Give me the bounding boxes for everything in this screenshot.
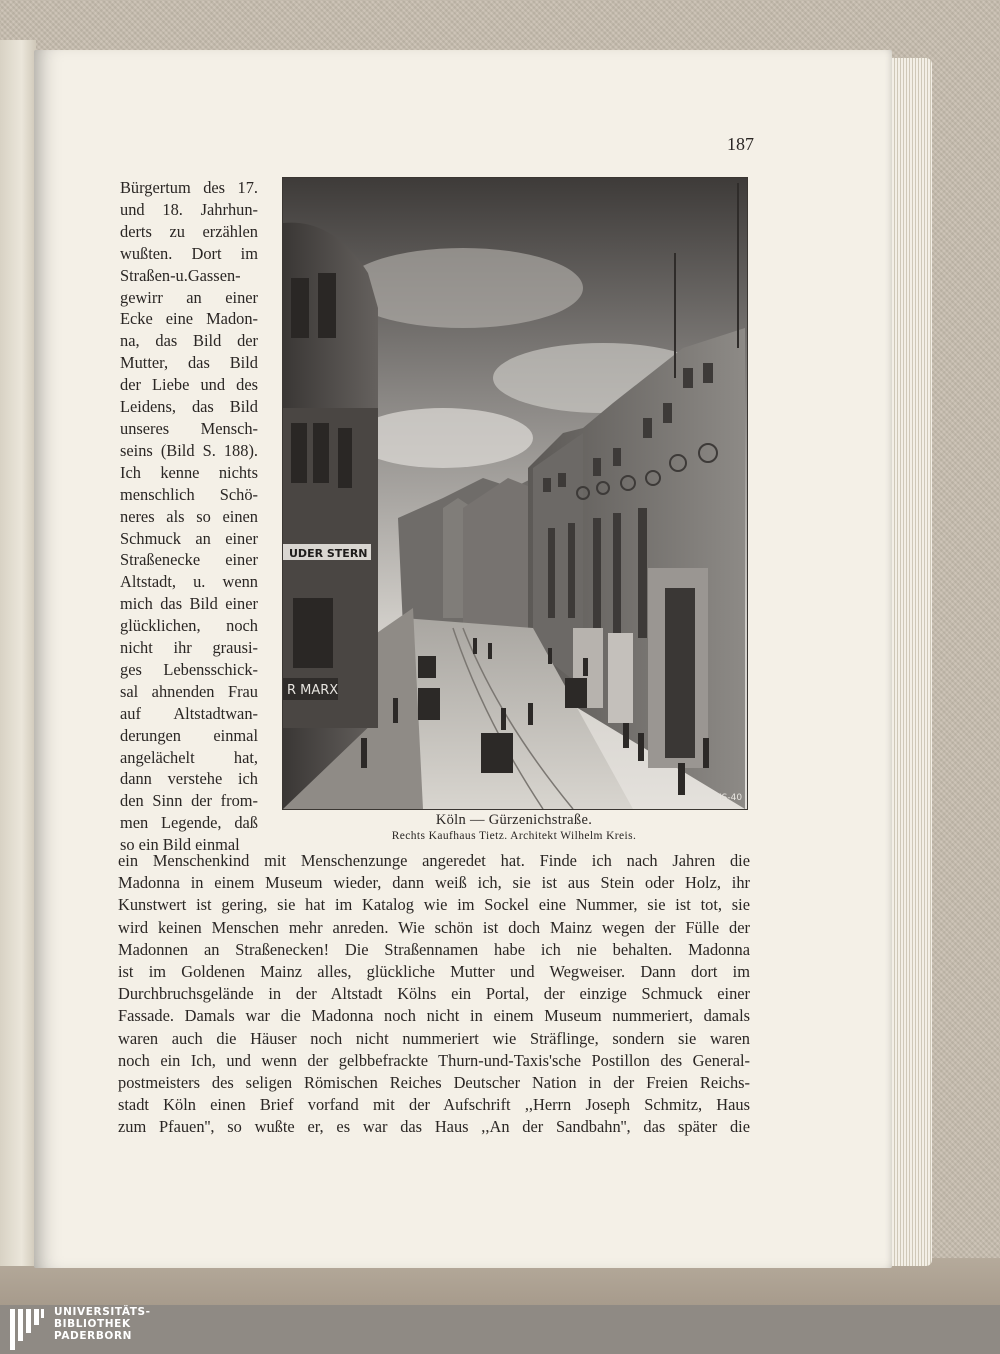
body-text-line: wird keinen Menschen mehr anreden. Wie schön ist doch Mainz wegen der Fülle der (118, 917, 750, 937)
body-text-line: waren auch die Häuser noch nicht nummeriert wie Sträflinge, sondern sie waren (118, 1028, 750, 1048)
column-text-line: men Legende, daß (120, 813, 258, 833)
column-text-line: na, das Bild der (120, 331, 258, 351)
column-text-line: den Sinn der from- (120, 791, 258, 811)
column-text-line: so ein Bild einmal (120, 835, 240, 855)
page-number: 187 (727, 134, 754, 154)
column-text-line: auf Altstadtwan- (120, 703, 258, 723)
logo-line: BIBLIOTHEK (54, 1318, 131, 1330)
body-text-line: postmeisters des seligen Römischen Reiches Deutscher Nation in der Freien Reichs- (118, 1073, 750, 1093)
column-text-line: derts zu erzählen (120, 221, 258, 241)
logo-line: UNIVERSITÄTS- (54, 1306, 151, 1318)
body-text-line: Madonnen an Straßenecken! Die Straßennamen habe ich nie behalten. Madonna (118, 939, 750, 959)
column-text-line: seins (Bild S. 188). (120, 440, 258, 460)
library-logo-text (54, 1306, 151, 1342)
street-photograph (282, 177, 748, 810)
logo-line: PADERBORN (54, 1330, 133, 1342)
column-text-line: Leidens, das Bild (120, 397, 258, 417)
column-text-line: wußten. Dort im (120, 243, 258, 263)
column-text-line: Altstadt, u. wenn (120, 572, 258, 592)
column-text-line: glücklichen, noch (120, 616, 258, 636)
column-text-line: dann verstehe ich (120, 769, 258, 789)
column-text-line: gewirr an einer (120, 287, 258, 307)
photo-corner-mark: IS-40 (719, 793, 743, 803)
column-text-line: Ich kenne nichts (120, 462, 258, 482)
column-text-line: sal ahnenden Frau (120, 681, 258, 701)
main-body-text (118, 850, 750, 1139)
column-text-line: menschlich Schö- (120, 484, 258, 504)
column-text-line: Schmuck an einer (120, 528, 258, 548)
caption-title: Köln — Gürzenichstraße. (435, 812, 593, 828)
column-text-line: nicht ihr grausi- (120, 638, 258, 658)
body-text-line: stadt Köln einen Brief vorfand mit der Aufschrift ,,Herrn Joseph Schmitz, Haus (118, 1095, 750, 1115)
store-sign-stern: UDER STERN (289, 547, 368, 560)
body-text-line: zum Pfauen'', so wußte er, es war das Haus ,,An der Sandbahn'', das später die (118, 1117, 750, 1137)
column-text-line: Straßen-u.Gassen- (120, 265, 241, 285)
body-text-line: ist im Goldenen Mainz alles, glückliche Mutter und Wegweiser. Dann dort im (118, 962, 750, 982)
library-logo-icon (8, 1307, 46, 1352)
body-text-line: noch ein Ich, und wenn der gelbbefrackte Thurn-und-Taxis'sche Postillon des General- (118, 1050, 750, 1070)
column-text-line: unseres Mensch- (120, 418, 258, 438)
store-sign-marx: R MARX (287, 683, 339, 698)
column-text-line: neres als so einen (120, 506, 258, 526)
previous-page-edge (0, 40, 36, 1266)
body-text-line: Durchbruchsgelände in der Altstadt Kölns ein Portal, der einzige Schmuck einer (118, 984, 750, 1004)
column-text-line: mich das Bild einer (120, 594, 258, 614)
column-text-line: der Liebe und des (120, 375, 258, 395)
column-text-line: derungen einmal (120, 725, 258, 745)
body-text-line: ein Menschenkind mit Menschenzunge angeredet hat. Finde ich nach Jahren die (118, 851, 750, 870)
column-text-line: angelächelt hat, (120, 747, 258, 767)
body-text-line: Madonna in einem Museum wieder, dann weiß ich, sie ist aus Stein oder Holz, ihr (118, 873, 750, 893)
column-text-line: Bürgertum des 17. (120, 178, 258, 197)
column-text-line: ges Lebensschick- (120, 659, 258, 679)
caption-subtitle: Rechts Kaufhaus Tietz. Architekt Wilhelm Kreis. (391, 830, 637, 842)
left-text-column (120, 177, 258, 856)
body-text-line: Kunstwert ist gering, sie hat im Katalog wie im Sockel eine Nummer, sie ist tot, sie (118, 895, 750, 915)
column-text-line: Ecke eine Madon- (120, 309, 258, 329)
body-text-line: Fassade. Damals war die Madonna noch nicht in einem Museum nummeriert, damals (118, 1006, 750, 1026)
photo-illustration (283, 178, 747, 809)
photo-caption (282, 811, 746, 843)
column-text-line: Mutter, das Bild (120, 353, 258, 373)
column-text-line: Straßenecke einer (120, 550, 258, 570)
column-text-line: und 18. Jahrhun- (120, 199, 258, 219)
